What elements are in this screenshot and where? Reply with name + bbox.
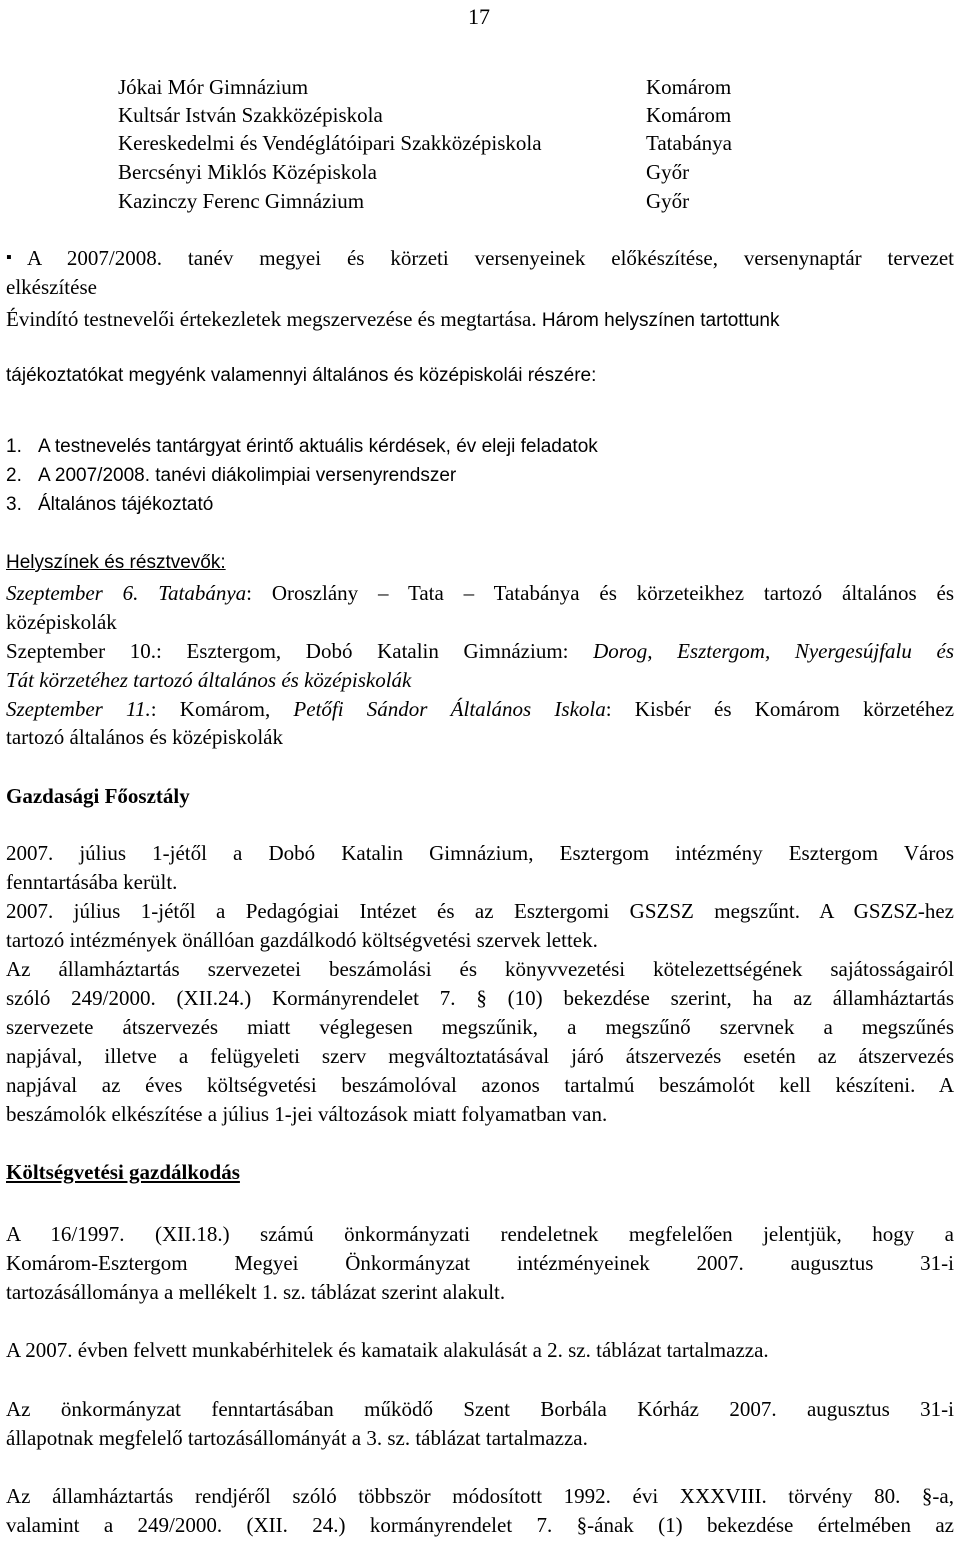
paragraph-line: fenntartásába került. [6, 870, 178, 894]
agenda-text: Általános tájékoztató [38, 494, 214, 515]
section-heading: Gazdasági Főosztály [6, 784, 190, 808]
school-city: Győr [646, 189, 690, 213]
school-name: Jókai Mór Gimnázium [118, 75, 309, 99]
school-city: Komárom [646, 103, 732, 127]
paragraph-line: állapotnak megfelelő tartozásállományát a 3. sz. táblázat tartalmazza. [6, 1426, 588, 1450]
venue-1 [6, 583, 954, 604]
bullet-icon: ▪ [6, 249, 12, 266]
venue-date: Szeptember 11. [6, 697, 151, 721]
intro-text [6, 309, 779, 330]
venue-detail: : Esztergom, Dobó Katalin Gimnázium: [156, 639, 594, 663]
venue-detail: : Oroszlány – Tata – Tatabánya és körzeteikhez tartozó általános és [246, 581, 954, 605]
intro-sentence: Évindító testnevelői értekezletek megszervezése és megtartása. [6, 307, 537, 331]
school-name: Kereskedelmi és Vendéglátóipari Szakközépiskola [118, 131, 542, 155]
intro-sentence: Három helyszínen tartottunk [541, 310, 780, 331]
paragraph-line: Az önkormányzat fenntartásában működő Szent Borbála Kórház 2007. augusztus 31-i [6, 1397, 954, 1421]
venue-2-cont: Tát körzetéhez tartozó általános és középiskolák [6, 668, 412, 692]
school-city: Komárom [646, 75, 732, 99]
section-heading: Költségvetési gazdálkodás [6, 1160, 240, 1184]
venue-date: Szeptember 10. [6, 639, 157, 663]
paragraph-line: szóló 249/2000. (XII.24.) Kormányrendelet 7. § (10) bekezdése szerint, ha az államháztartás [6, 986, 954, 1010]
agenda-item [6, 466, 456, 485]
school-name: Kultsár István Szakközépiskola [118, 103, 383, 127]
agenda-text: A 2007/2008. tanévi diákolimpiai versenyrendszer [38, 465, 457, 486]
intro-text-cont: tájékoztatókat megyénk valamennyi általános és középiskolái részére: [6, 365, 597, 386]
paragraph-line: napjával az éves költségvetési beszámolóval azonos tartalmú beszámolót kell készíteni. A [6, 1073, 954, 1097]
paragraph-line: Az államháztartás szervezetei beszámolási és könyvvezetési kötelezettségének sajátosságairól [6, 957, 954, 981]
venue-school: Petőfi Sándor Általános Iskola [293, 697, 606, 721]
venue-city: Tatabánya [158, 581, 247, 605]
paragraph-line: Az államháztartás rendjéről szóló többször módosított 1992. évi XXXVIII. törvény 80. §-a, [6, 1484, 954, 1508]
venue-2 [6, 641, 954, 662]
paragraph-line: valamint a 249/2000. (XII. 24.) kormányrendelet 7. §-ának (1) bekezdése értelmében az [6, 1513, 954, 1537]
paragraph-line: 2007. július 1-jétől a Dobó Katalin Gimnázium, Esztergom intézmény Esztergom Város [6, 841, 954, 865]
paragraph-line: A 2007. évben felvett munkabérhitelek és kamataik alakulását a 2. sz. táblázat tartalmazza. [6, 1338, 769, 1362]
agenda-item [6, 495, 213, 514]
school-city: Győr [646, 160, 690, 184]
venue-3-cont: tartozó általános és középiskolák [6, 725, 283, 749]
paragraph-line: napjával, illetve a felügyeleti szerv megváltoztatásával járó átszervezés esetén az átszervezés [6, 1044, 954, 1068]
paragraph-line: tartozó intézmények önállóan gazdálkodó költségvetési szervek lettek. [6, 928, 598, 952]
page-number: 17 [468, 4, 490, 29]
bullet-text-cont: elkészítése [6, 275, 97, 299]
agenda-item [6, 437, 598, 456]
venue-towns: Dorog, Esztergom, Nyergesújfalu és [593, 639, 955, 663]
agenda-number: 3. [6, 494, 22, 515]
school-city: Tatabánya [646, 131, 732, 155]
agenda-text: A testnevelés tantárgyat érintő aktuális kérdések, év eleji feladatok [38, 436, 598, 457]
venue-date: Szeptember 6. [6, 581, 139, 605]
venues-heading: Helyszínek és résztvevők: [6, 552, 226, 573]
venue-detail: : Kisbér és Komárom körzetéhez [605, 697, 955, 721]
agenda-number: 1. [6, 436, 22, 457]
paragraph-line: szervezete átszervezés miatt véglegesen megszűnik, a megszűnő szervnek a megszűnés [6, 1015, 954, 1039]
agenda-number: 2. [6, 465, 22, 486]
school-name: Bercsényi Miklós Középiskola [118, 160, 377, 184]
paragraph-line: beszámolók elkészítése a július 1-jei változások miatt folyamatban van. [6, 1102, 608, 1126]
venue-1-cont: középiskolák [6, 610, 117, 634]
bullet-text: A 2007/2008. tanév megyei és körzeti versenyeinek előkészítése, versenynaptár tervezet [27, 246, 954, 270]
paragraph-line: 2007. július 1-jétől a Pedagógiai Intézet és az Esztergomi GSZSZ megszűnt. A GSZSZ-hez [6, 899, 954, 923]
paragraph-line: Komárom-Esztergom Megyei Önkormányzat intézményeinek 2007. augusztus 31-i [6, 1251, 954, 1275]
venue-detail: : Komárom, [150, 697, 294, 721]
paragraph-line: A 16/1997. (XII.18.) számú önkormányzati rendeletnek megfelelően jelentjük, hogy a [6, 1222, 954, 1246]
venue-3 [6, 699, 954, 720]
paragraph-line: tartozásállománya a mellékelt 1. sz. táblázat szerint alakult. [6, 1280, 506, 1304]
school-name: Kazinczy Ferenc Gimnázium [118, 189, 365, 213]
